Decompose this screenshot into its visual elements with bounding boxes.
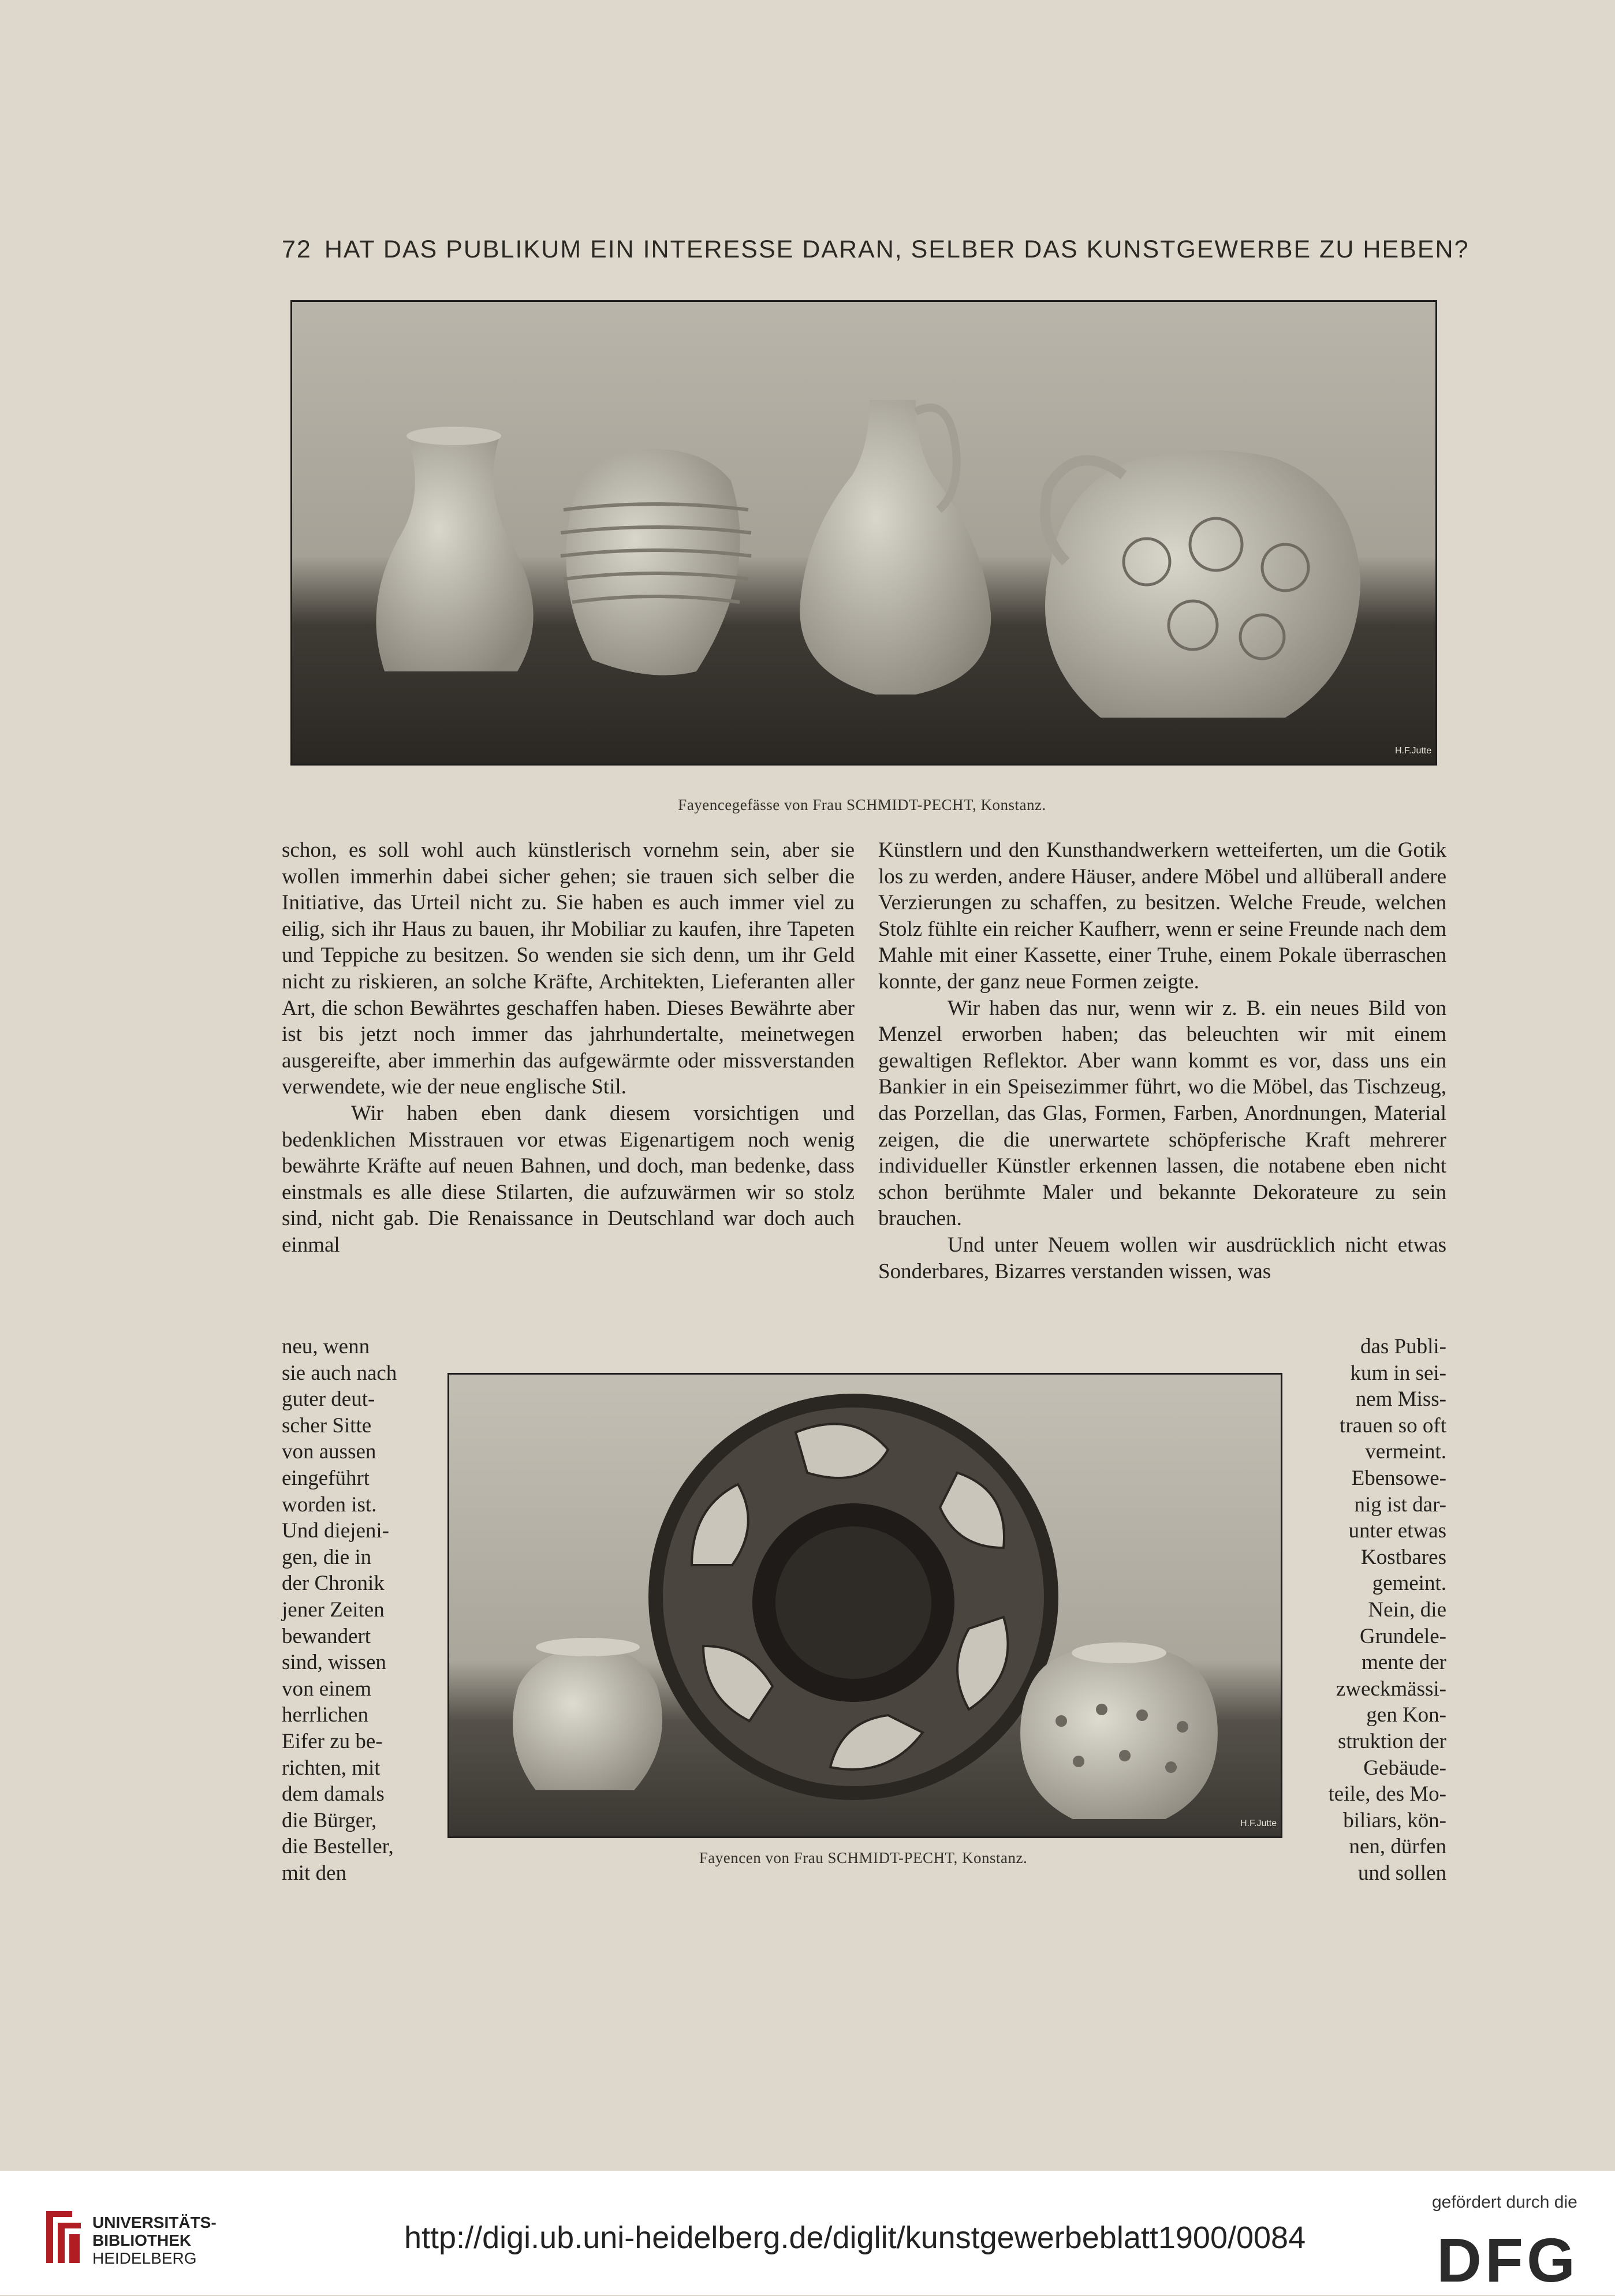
vessels-photo (290, 300, 1437, 766)
text-line: von einem (282, 1677, 372, 1701)
text-line: nem Miss- (1355, 1387, 1446, 1412)
library-name-line: UNIVERSITÄTS- (92, 2213, 217, 2231)
left-narrow-column (282, 1334, 415, 1886)
text-line: und sollen (1357, 1861, 1446, 1885)
university-library-logo-icon (40, 2205, 85, 2269)
text-line: mit den (282, 1861, 347, 1885)
library-name-line: HEIDELBERG (92, 2249, 197, 2267)
text-line: scher Sitte (282, 1413, 372, 1438)
text-line: Und diejeni- (282, 1519, 389, 1543)
paragraph: Wir haben eben dank diesem vorsichtigen und bedenklichen Misstrauen vor etwas Eigenartigem noch wenig bewährte Kräfte auf neuen Bahnen, und doch, man bedenke, dass einstmals es alle diese Stilarten, die aufzuwärmen wir so stolz sind, nicht gab. Die Renaissance in Deutschland war doch auch einmal (282, 1101, 855, 1257)
text-line: die Besteller, (282, 1835, 394, 1859)
dfg-logo: DFG (1437, 2225, 1579, 2295)
text-line: kum in sei- (1350, 1361, 1446, 1385)
source-url-link[interactable]: http://digi.ub.uni-heidelberg.de/diglit/kunstgewerbeblatt1900/0084 (404, 2220, 1306, 2255)
text-line: bewandert (282, 1624, 371, 1648)
text-line: das Publi- (1360, 1335, 1446, 1358)
fayence-plate-photo (447, 1373, 1282, 1838)
figure-caption: Fayencegefässe von Frau SCHMIDT-PECHT, Konstanz. (678, 796, 1046, 813)
paragraph: Künstlern und den Kunsthandwerkern wetteiferten, um die Gotik los zu werden, andere Häuser, andere Möbel und allüberall andere Verzierungen zu schaffen, zu besitzen. Welche Freude, welchen Stolz fühlte ein reicher Kaufherr, wenn er seine Freunde nach dem Mahle mit einer Kassette, einer Truhe, einem Pokale überraschen konnte, der ganz neue Formen zeigte. (878, 838, 1446, 994)
text-line: Eifer zu be- (282, 1729, 383, 1753)
text-line: struktion der (1337, 1729, 1446, 1753)
text-line: Kostbares (1361, 1545, 1446, 1569)
text-line: sind, wissen (282, 1651, 386, 1675)
text-line: Gebäude- (1363, 1756, 1446, 1780)
paragraph: Wir haben das nur, wenn wir z. B. ein neues Bild von Menzel erworben haben; das beleuchten wir mit einem gewaltigen Reflektor. Aber wann kommt es vor, dass uns ein Bankier in ein Speisezimmer führt, wo die Möbel, das Tischzeug, das Porzellan, das Glas, Formen, Farben, Anordnungen, Material zeigen, die die unerwartete schöpferische Kraft mehrerer individueller Künstler erkennen lassen, die notabene eben nicht schon berühmte Maler und bekannte Dekorateure zu sein brauchen. (878, 996, 1446, 1231)
figure-caption: Fayencen von Frau SCHMIDT-PECHT, Konstanz. (699, 1849, 1028, 1866)
text-line: guter deut- (282, 1387, 375, 1412)
page-number: 72 (282, 236, 312, 263)
text-line: biliars, kön- (1343, 1808, 1446, 1832)
text-line: unter etwas (1348, 1519, 1446, 1543)
right-text-column (878, 837, 1446, 1285)
paragraph: Und unter Neuem wollen wir ausdrücklich nicht etwas Sonderbares, Bizarres verstanden wissen, was (878, 1233, 1446, 1283)
text-line: die Bürger, (282, 1808, 377, 1832)
text-line: eingeführt (282, 1466, 370, 1490)
text-line: nen, dürfen (1349, 1835, 1446, 1859)
text-line: trauen so oft (1340, 1413, 1446, 1438)
text-line: jener Zeiten (282, 1597, 385, 1622)
text-line: Ebensowe- (1351, 1466, 1446, 1490)
text-line: richten, mit (282, 1756, 381, 1780)
right-narrow-column (1311, 1334, 1446, 1886)
text-line: sie auch nach (282, 1361, 397, 1385)
text-line: Grundele- (1360, 1624, 1446, 1648)
library-name-line: BIBLIOTHEK (92, 2231, 192, 2249)
photo-signature: H.F.Jutte (1395, 746, 1432, 756)
text-line: der Chronik (282, 1571, 385, 1596)
text-line: nig ist dar- (1354, 1492, 1446, 1517)
text-line: mente der (1362, 1651, 1446, 1675)
text-line: dem damals (282, 1782, 385, 1806)
text-line: zweckmässi- (1336, 1677, 1446, 1701)
text-line: Nein, die (1368, 1597, 1446, 1622)
text-line: von aussen (282, 1440, 376, 1464)
text-line: teile, des Mo- (1328, 1782, 1446, 1806)
left-text-column (282, 837, 855, 1259)
digitization-footer (0, 2171, 1615, 2295)
running-head (282, 236, 1469, 264)
text-line: gen, die in (282, 1545, 372, 1569)
page-title: HAT DAS PUBLIKUM EIN INTERESSE DARAN, SELBER DAS KUNSTGEWERBE ZU HEBEN? (324, 236, 1469, 263)
text-line: vermeint. (1365, 1440, 1446, 1464)
text-line: neu, wenn (282, 1335, 370, 1358)
text-line: gen Kon- (1366, 1703, 1446, 1727)
text-line: herrlichen (282, 1703, 368, 1727)
funded-by-label: gefördert durch die (1432, 2193, 1577, 2212)
text-line: gemeint. (1372, 1571, 1446, 1596)
photo-signature: H.F.Jutte (1240, 1819, 1277, 1828)
text-line: worden ist. (282, 1492, 377, 1517)
library-name (92, 2213, 217, 2267)
paragraph: schon, es soll wohl auch künstlerisch vornehm sein, aber sie wollen immerhin dabei sicher gehen; sie trauen sich selber die Initiative, das Urteil nicht zu. Sie haben es auch immer viel zu eilig, sich ihr Haus zu bauen, ihr Mobiliar zu kaufen, ihre Tapeten und Teppiche zu besitzen. So wenden sie sich denn, um ihr Geld nicht zu riskieren, an solche Kräfte, Architekten, Lieferanten aller Art, die schon Bewährtes geschaffen haben. Dieses Bewährte aber ist bis jetzt noch immer das jahrhundertalte, meinetwegen ausgereifte, aber immerhin das aufgewärmte oder missverstanden verwendete, wie der neue englische Stil. (282, 838, 855, 1099)
